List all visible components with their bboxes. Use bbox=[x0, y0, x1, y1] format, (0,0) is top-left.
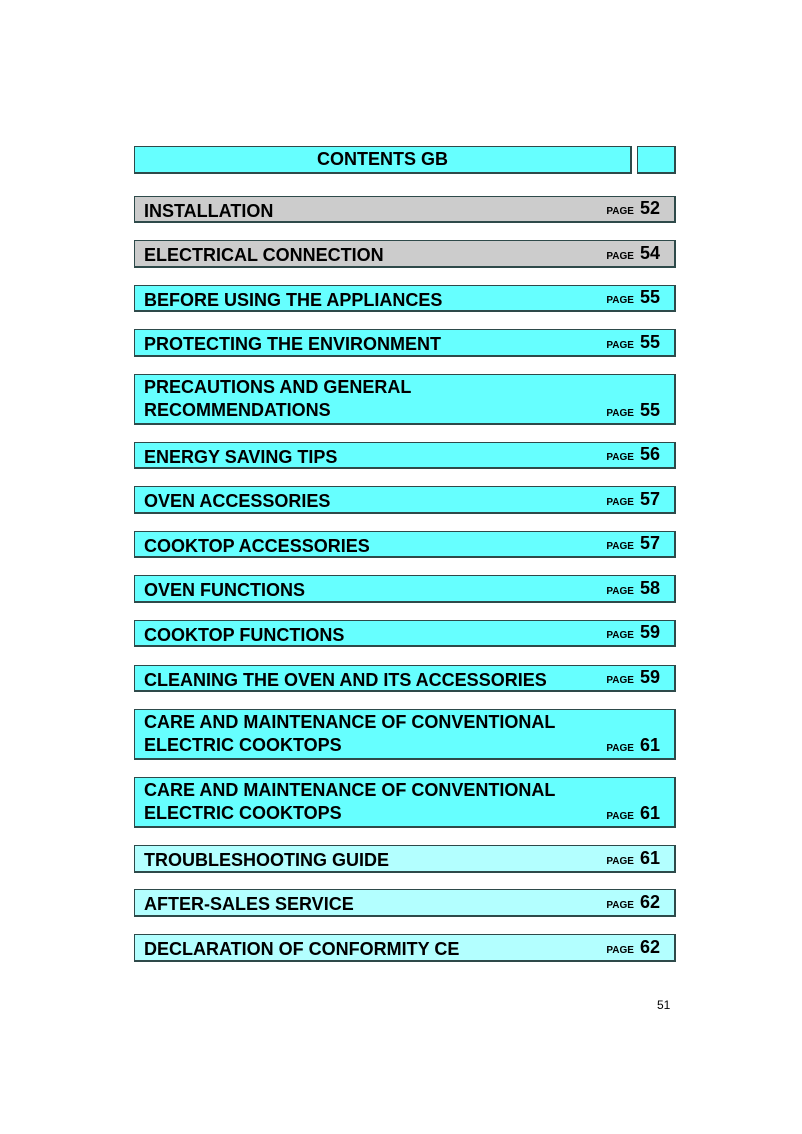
toc-entry-cooktop-functions[interactable] bbox=[134, 620, 676, 647]
entry-page: PAGE 56 bbox=[606, 444, 660, 464]
toc-entry-declaration[interactable] bbox=[134, 934, 676, 962]
entry-page: PAGE 59 bbox=[606, 622, 660, 642]
entry-title: INSTALLATION bbox=[144, 201, 274, 221]
entry-title: TROUBLESHOOTING GUIDE bbox=[144, 850, 390, 870]
entry-page: PAGE 62 bbox=[606, 937, 660, 957]
entry-title: OVEN ACCESSORIES bbox=[144, 491, 331, 511]
toc-entry-precautions[interactable] bbox=[134, 374, 676, 425]
toc-entry-before-using[interactable] bbox=[134, 285, 676, 312]
entry-page: PAGE 55 bbox=[606, 287, 660, 307]
entry-page: PAGE 61 bbox=[606, 803, 660, 823]
entry-title: ELECTRICAL CONNECTION bbox=[144, 245, 384, 265]
toc-entry-care-maintenance-2[interactable] bbox=[134, 777, 676, 828]
toc-entry-oven-functions[interactable] bbox=[134, 575, 676, 603]
entry-page: PAGE 61 bbox=[606, 848, 660, 868]
contents-title: CONTENTS GB bbox=[316, 149, 448, 169]
entry-title: OVEN FUNCTIONS bbox=[144, 580, 306, 600]
entry-page: PAGE 61 bbox=[606, 735, 660, 755]
entry-title: PRECAUTIONS AND GENERAL RECOMMENDATIONS bbox=[144, 377, 412, 420]
entry-page: PAGE 59 bbox=[606, 667, 660, 687]
entry-page: PAGE 55 bbox=[606, 400, 660, 420]
toc-entry-cleaning-oven[interactable] bbox=[134, 665, 676, 692]
toc-entry-electrical-connection[interactable] bbox=[134, 240, 676, 268]
entry-title: PROTECTING THE ENVIRONMENT bbox=[144, 334, 442, 354]
entry-title: COOKTOP ACCESSORIES bbox=[144, 536, 370, 556]
toc-entry-oven-accessories[interactable] bbox=[134, 486, 676, 514]
toc-entry-care-maintenance-1[interactable] bbox=[134, 709, 676, 760]
entry-page: PAGE 54 bbox=[606, 243, 660, 263]
entry-title: COOKTOP FUNCTIONS bbox=[144, 625, 345, 645]
header-side-box bbox=[637, 146, 676, 174]
page-number: 51 bbox=[657, 998, 671, 1012]
entry-page: PAGE 57 bbox=[606, 533, 660, 553]
toc-entry-energy-saving[interactable] bbox=[134, 442, 676, 469]
toc-entry-protecting-environment[interactable] bbox=[134, 329, 676, 357]
toc-entry-cooktop-accessories[interactable] bbox=[134, 531, 676, 558]
entry-title: CARE AND MAINTENANCE OF CONVENTIONAL ELECTRIC COOKTOPS bbox=[144, 712, 556, 755]
entry-page: PAGE 52 bbox=[606, 198, 660, 218]
entry-title: CLEANING THE OVEN AND ITS ACCESSORIES bbox=[144, 670, 547, 690]
entry-page: PAGE 55 bbox=[606, 332, 660, 352]
entry-page: PAGE 58 bbox=[606, 578, 660, 598]
entry-title: ENERGY SAVING TIPS bbox=[144, 447, 338, 467]
entry-title: CARE AND MAINTENANCE OF CONVENTIONAL ELECTRIC COOKTOPS bbox=[144, 780, 556, 823]
entry-title: BEFORE USING THE APPLIANCES bbox=[144, 290, 443, 310]
contents-header bbox=[134, 146, 632, 174]
entry-title: DECLARATION OF CONFORMITY CE bbox=[144, 939, 460, 959]
toc-entry-after-sales[interactable] bbox=[134, 889, 676, 917]
toc-entry-troubleshooting[interactable] bbox=[134, 845, 676, 873]
entry-page: PAGE 62 bbox=[606, 892, 660, 912]
toc-entry-installation[interactable] bbox=[134, 196, 676, 223]
entry-title: AFTER-SALES SERVICE bbox=[144, 894, 354, 914]
entry-page: PAGE 57 bbox=[606, 489, 660, 509]
